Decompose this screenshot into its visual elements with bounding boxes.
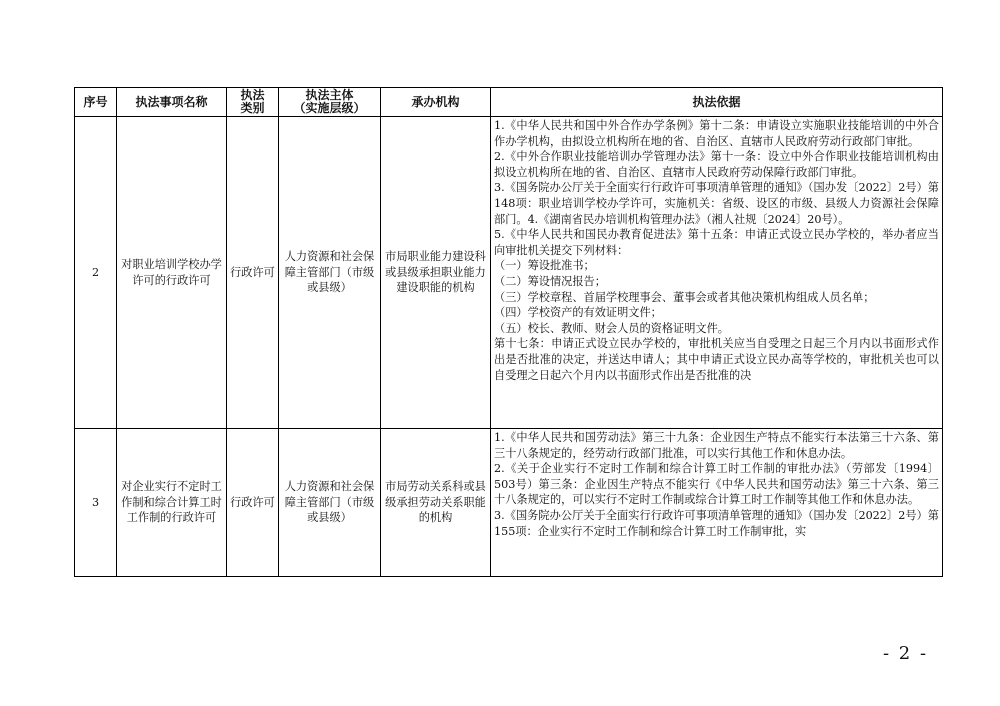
basis-paragraph: （二）筹设情况报告；: [494, 274, 606, 288]
row-item-name-text: 对职业培训学校办学许可的行政许可: [121, 257, 222, 287]
header-category-line2: 类别: [240, 101, 265, 115]
row-subject: [279, 429, 381, 577]
basis-paragraph: （三）学校章程、首届学校理事会、董事会或者其他决策机构组成人员名单；: [494, 290, 875, 304]
basis-paragraph: 1.《中华人民共和国劳动法》第三十九条：企业因生产特点不能实行本法第三十六条、第三十八条规定的，经劳动行政部门批准，可以实行其他工作和休息办法。: [494, 431, 939, 460]
table-row: [75, 429, 943, 577]
header-category: [227, 88, 279, 117]
row-item-name: [117, 429, 227, 577]
row-basis-content: [491, 117, 942, 428]
row-category: 行政许可: [227, 429, 279, 577]
header-category-line1: 执法: [240, 88, 265, 102]
row-category: 行政许可: [227, 117, 279, 429]
row-subject: [279, 117, 381, 429]
header-agency: 承办机构: [381, 88, 491, 117]
row-subject-text: 人力资源和社会保障主管部门（市级或县级）: [284, 250, 375, 295]
row-agency: [381, 429, 491, 577]
header-subject: [279, 88, 381, 117]
header-item-name: 执法事项名称: [117, 88, 227, 117]
basis-paragraph: 2.《中外合作职业技能培训办学管理办法》第十一条：设立中外合作职业技能培训机构由拟设立机构所在地的省、自治区、直辖市人民政府劳动保障行政部门审批。: [494, 150, 939, 179]
basis-paragraph: （一）筹设批准书；: [494, 259, 595, 273]
row-agency: [381, 117, 491, 429]
basis-paragraph: 1.《中华人民共和国中外合作办学条例》第十二条：申请设立实施职业技能培训的中外合作办学机构，由拟设立机构所在地的省、自治区、直辖市人民政府劳动行政部门审批。: [494, 119, 939, 148]
basis-paragraph: 2.《关于企业实行不定时工作制和综合计算工时工作制的审批办法》（劳部发〔1994〕503号）第三条：企业因生产特点不能实行《中华人民共和国劳动法》第三十六条、第三十八条规定的，可以实行不定时工作制或综合计算工时工作制等其他工作和休息办法。: [494, 462, 939, 507]
basis-paragraph: 3.《国务院办公厅关于全面实行行政许可事项清单管理的通知》（国办发〔2022〕2号）第148项：职业培训学校办学许可，实施机关：省级、设区的市级、县级人力资源社会保障部门。4.《湖南省民办培训机构管理办法》（湘人社规〔2024〕20号）。: [494, 181, 939, 226]
row-item-name: [117, 117, 227, 429]
table-row: [75, 117, 943, 429]
row-seq: 3: [75, 429, 117, 577]
law-enforcement-table: [74, 87, 943, 577]
basis-paragraph: （四）学校资产的有效证明文件；: [494, 306, 662, 320]
header-row: [75, 88, 943, 117]
row-agency-text: 市局职业能力建设科或县级承担职业能力建设职能的机构: [385, 250, 486, 295]
basis-paragraph: 3.《国务院办公厅关于全面实行行政许可事项清单管理的通知》（国办发〔2022〕2号）第155项：企业实行不定时工作制和综合计算工时工作制审批，实: [494, 508, 939, 538]
basis-paragraph: 第十七条：申请正式设立民办学校的，审批机关应当自受理之日起三个月内以书面形式作出是否批准的决定，并送达申请人；其中申请正式设立民办高等学校的，审批机关也可以自受理之日起六个月内以书面形式作出是否批准的决: [494, 337, 939, 382]
row-basis-content: [491, 429, 942, 576]
row-basis: [491, 429, 943, 577]
header-seq: 序号: [75, 88, 117, 117]
basis-paragraph: （五）校长、教师、财会人员的资格证明文件。: [494, 321, 729, 335]
header-subject-line1: 执法主体: [305, 88, 354, 102]
basis-paragraph: 5.《中华人民共和国民办教育促进法》第十五条：申请正式设立民办学校的，举办者应当向审批机关提交下列材料：: [494, 228, 939, 257]
row-basis: [491, 117, 943, 429]
header-subject-line2: （实施层级）: [293, 101, 366, 115]
row-seq: 2: [75, 117, 117, 429]
row-agency-text: 市局劳动关系科或县级承担劳动关系职能的机构: [385, 480, 486, 525]
row-item-name-text: 对企业实行不定时工作制和综合计算工时工作制的行政许可: [121, 480, 222, 525]
header-basis: 执法依据: [491, 88, 943, 117]
page-number: - 2 -: [883, 643, 929, 664]
row-subject-text: 人力资源和社会保障主管部门（市级或县级）: [284, 480, 375, 525]
